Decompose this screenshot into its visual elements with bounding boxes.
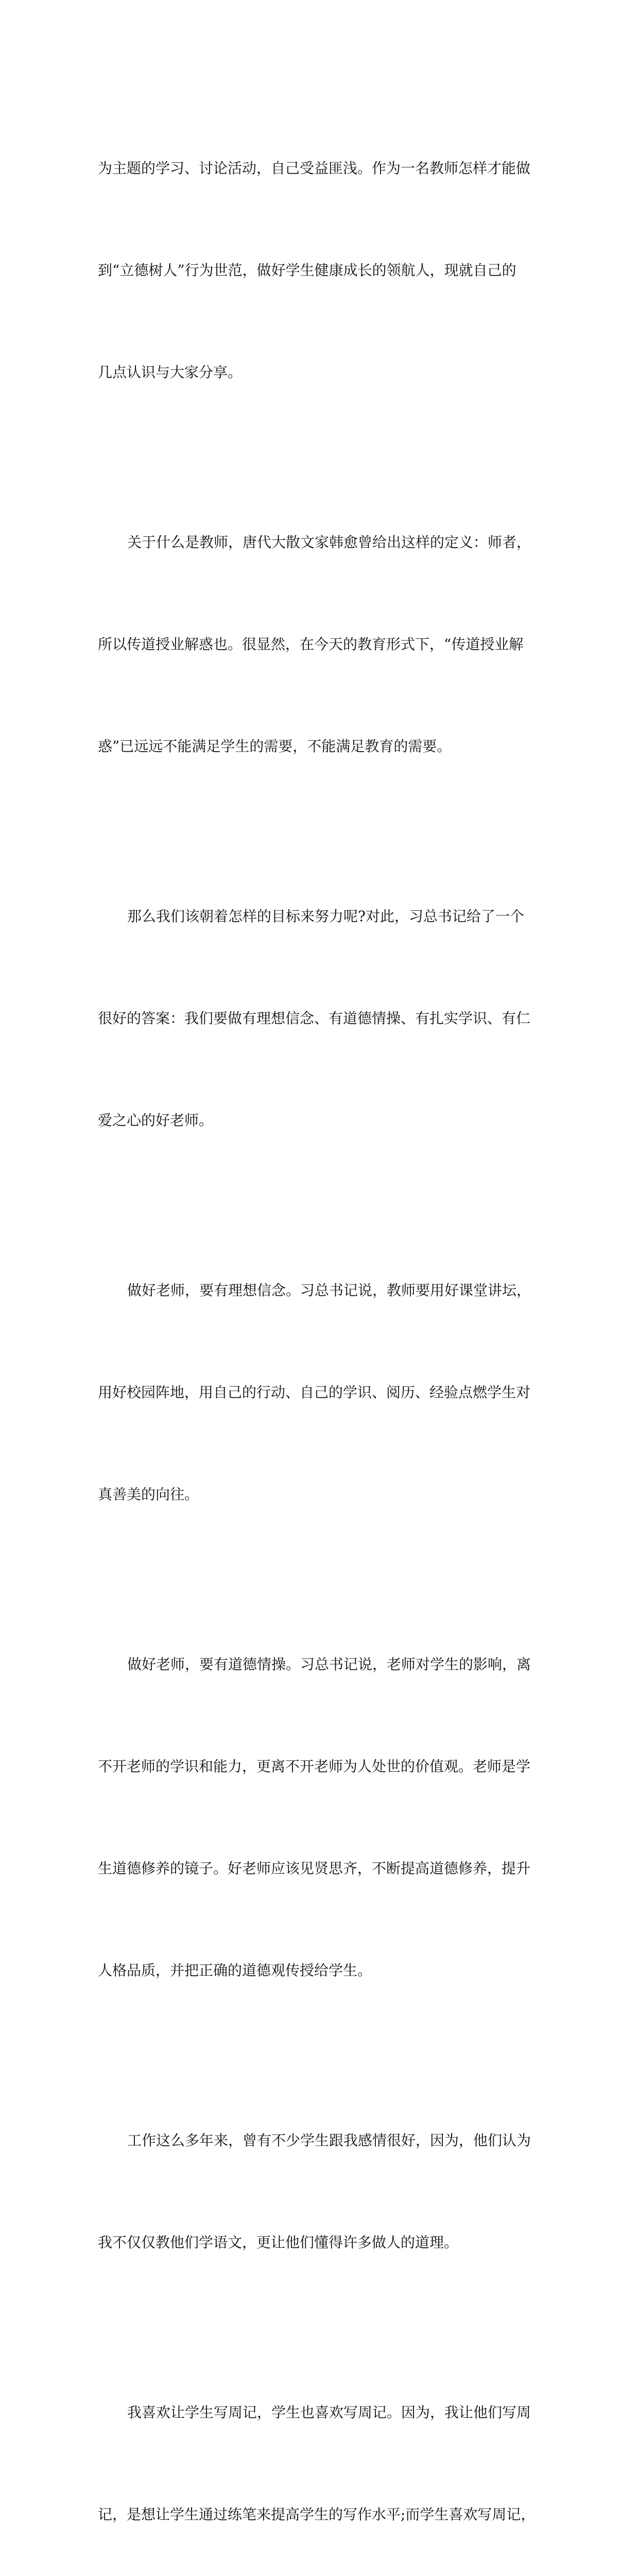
- text-line: 不开老师的学识和能力，更离不开老师为人处世的价值观。老师是学: [98, 1758, 531, 1775]
- paragraph-4: [98, 1206, 542, 1580]
- text-line: 关于什么是教师，唐代大散文家韩愈曾给出这样的定义：师者，: [127, 534, 531, 551]
- text-line: 所以传道授业解惑也。很显然，在今天的教育形式下，“传道授业解: [98, 636, 524, 653]
- text-line: 用好校园阵地，用自己的行动、自己的学识、阅历、经验点燃学生对: [98, 1384, 531, 1401]
- text-line: 几点认识与大家分享。: [98, 364, 243, 381]
- text-line: 爱之心的好老师。: [98, 1112, 214, 1129]
- text-line: 真善美的向往。: [98, 1486, 199, 1503]
- paragraph-1: [98, 83, 542, 457]
- text-line: 为主题的学习、讨论活动，自己受益匪浅。作为一名教师怎样才能做: [98, 160, 531, 177]
- text-line: 我喜欢让学生写周记，学生也喜欢写周记。因为，我让他们写周: [127, 2404, 531, 2421]
- text-line: 做好老师，要有道德情操。习总书记说，老师对学生的影响，离: [127, 1656, 531, 1673]
- text-line: 人格品质，并把正确的道德观传授给学生。: [98, 1962, 372, 1979]
- paragraph-2: [98, 457, 542, 832]
- text-line: 做好老师，要有理想信念。习总书记说，教师要用好课堂讲坛，: [127, 1282, 531, 1299]
- paragraph-6: [98, 2056, 542, 2328]
- text-line: 很好的答案：我们要做有理想信念、有道德情操、有扎实学识、有仁: [98, 1010, 531, 1027]
- paragraph-7: [98, 2328, 542, 2576]
- text-line: 记，是想让学生通过练笔来提高学生的写作水平;而学生喜欢写周记，: [98, 2506, 536, 2523]
- text-line: 惑”已远远不能满足学生的需要，不能满足教育的需要。: [98, 738, 452, 755]
- text-line: 到“立德树人”行为世范，做好学生健康成长的领航人，现就自己的: [98, 262, 516, 279]
- text-line: 工作这么多年来，曾有不少学生跟我感情很好，因为，他们认为: [127, 2132, 531, 2149]
- paragraph-3: [98, 832, 542, 1206]
- text-line: 我不仅仅教他们学语文，更让他们懂得许多做人的道理。: [98, 2234, 459, 2251]
- text-line: 生道德修养的镜子。好老师应该见贤思齐，不断提高道德修养，提升: [98, 1860, 531, 1877]
- text-line: 那么我们该朝着怎样的目标来努力呢?对此，习总书记给了一个: [127, 908, 525, 925]
- paragraph-5: [98, 1580, 542, 2056]
- document-page: [98, 83, 542, 2576]
